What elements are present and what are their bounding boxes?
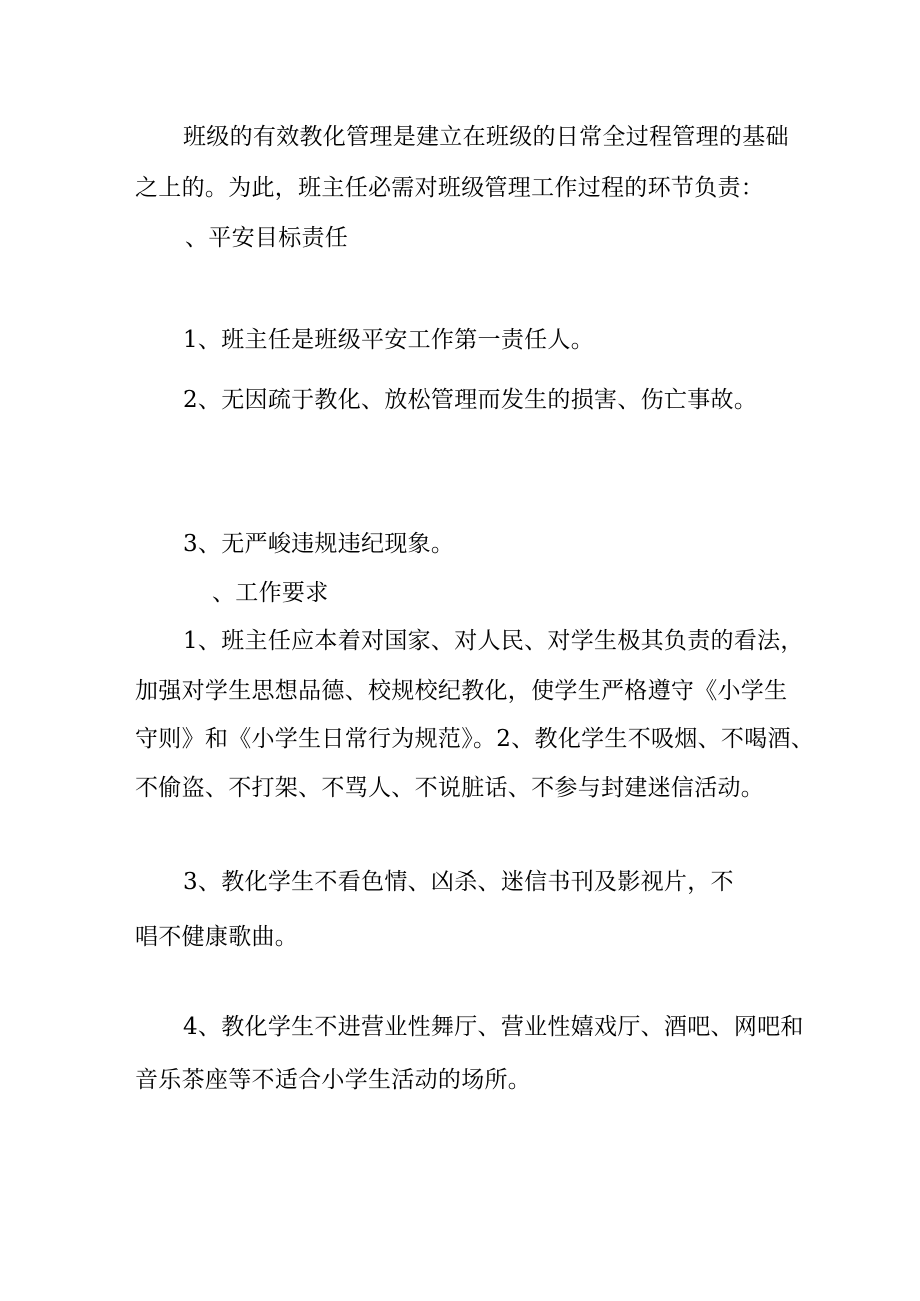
safety-item-2: 2、无因疏于教化、放松管理而发生的损害、伤亡事故。 (183, 387, 758, 413)
work-item-4-line-2: 音乐茶座等不适合小学生活动的场所。 (135, 1067, 532, 1093)
work-item-1-line-3: 守则》和《小学生日常行为规范》。2、教化学生不吸烟、不喝酒、 (135, 726, 815, 752)
work-item-3-line-2: 唱不健康歌曲。 (135, 924, 299, 950)
section-heading-work: 、工作要求 (212, 580, 329, 606)
work-item-1-line-1: 1、班主任应本着对国家、对人民、对学生极其负责的看法， (183, 628, 804, 654)
work-item-4-line-1: 4、教化学生不进营业性舞厅、营业性嬉戏厅、酒吧、网吧和 (183, 1014, 804, 1040)
work-item-1-line-2: 加强对学生思想品德、校规校纪教化，使学生严格遵守《小学生 (135, 678, 788, 704)
safety-item-3: 3、无严峻违规违纪现象。 (183, 531, 455, 557)
work-item-1-line-4: 不偷盗、不打架、不骂人、不说脏话、不参与封建迷信活动。 (135, 775, 765, 801)
section-heading-safety: 、平安目标责任 (185, 225, 349, 251)
work-item-3-line-1: 3、教化学生不看色情、凶杀、迷信书刊及影视片，不 (183, 869, 734, 895)
safety-item-1: 1、班主任是班级平安工作第一责任人。 (183, 327, 595, 353)
intro-line-1: 班级的有效教化管理是建立在班级的日常全过程管理的基础 (183, 124, 789, 150)
intro-line-2: 之上的。为此，班主任必需对班级管理工作过程的环节负责： (135, 175, 765, 201)
